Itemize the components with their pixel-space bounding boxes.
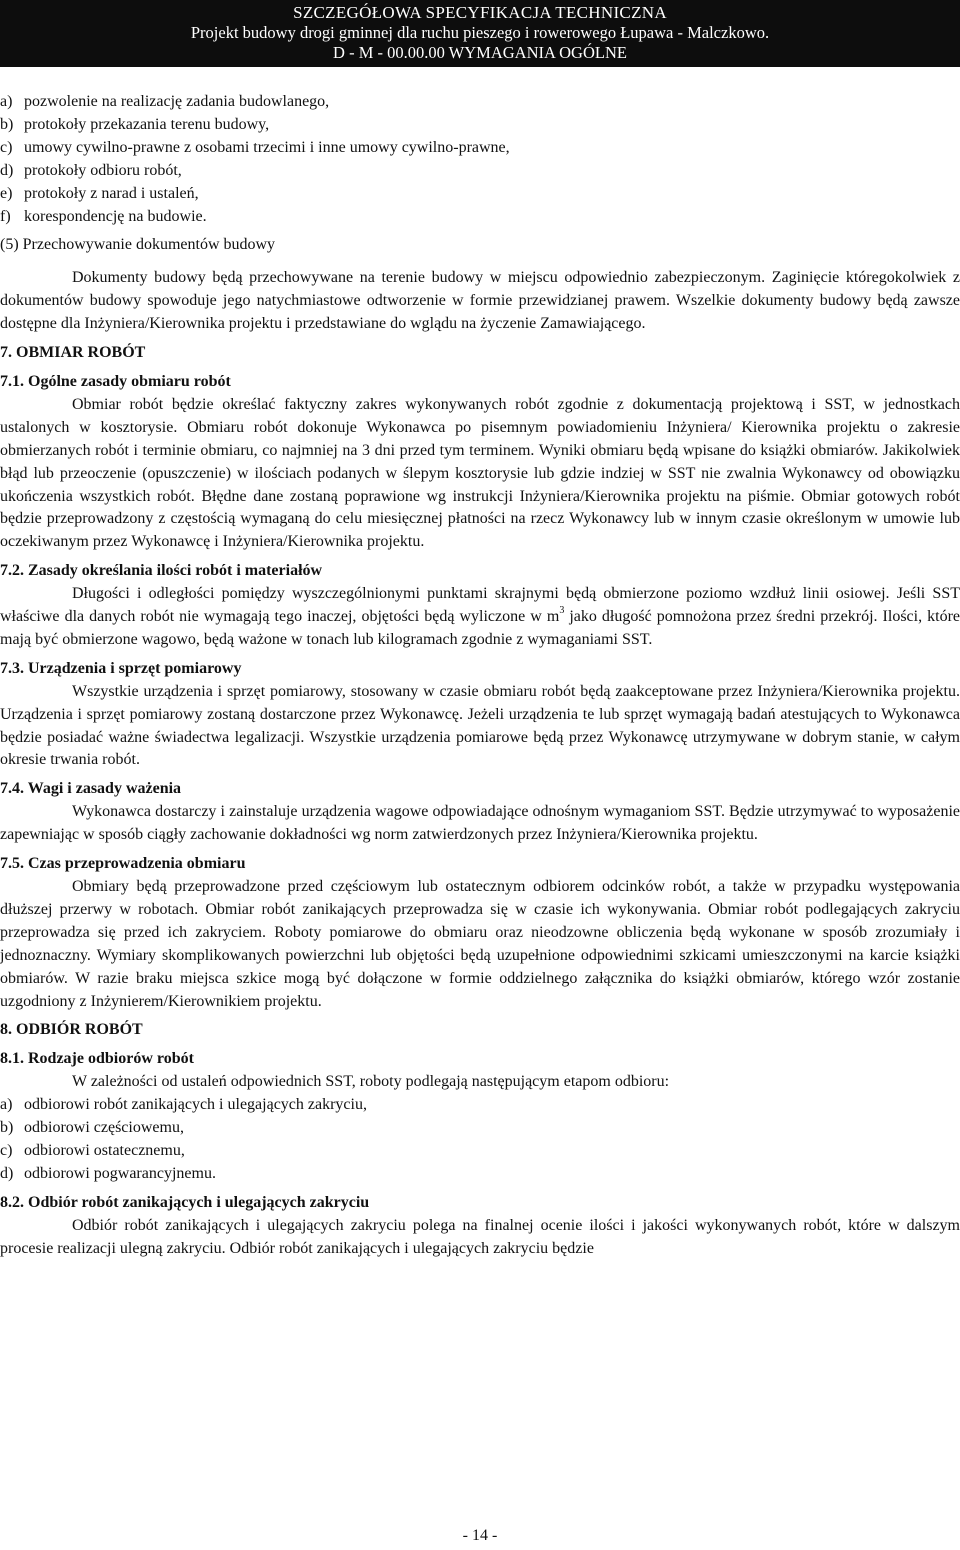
list-item: b) protokoły przekazania terenu budowy, [0,115,270,133]
list-item: d) odbiorowi pogwarancyjnemu. [0,1164,216,1182]
section-8-2-paragraph: Odbiór robót zanikających i ulegających zakryciu polega na finalnej ocenie ilości i jakości wykonywanych robót, które w dalszym procesie realizacji ulegną zakryciu. Odbiór robót zanikających i ulegających zakryciu będzie [0,1216,960,1257]
header-section-code: D - M - 00.00.00 WYMAGANIA OGÓLNE [333,43,627,62]
section-7-5-paragraph: Obmiary będą przeprowadzone przed częściowym lub ostatecznym odbiorem odcinków robót, a także w przypadku występowania dłuższej przerwy w robotach. Obmiar robót zanikających przeprowadza się w czasie ich wykonywania. Obmiar robót podlegających zakryciu przeprowadza się przed ich zakryciem. Roboty pomiarowe do obmiaru oraz nieodzowne obliczenia będą wykonane w sposób zrozumiały i jednoznaczny. Wymiary skomplikowanych powierzchni lub objętości będą uzupełnione odpowiednimi szkicami umieszczonymi na karcie książki obmiarów. W razie braku miejsca szkice mogą być dołączone w formie oddzielnego załącznika do książki obmiarów, którego wzór zostanie uzgodniony z Inżynierem/Kierownikiem projektu. [0,878,960,1010]
list-item: c) odbiorowi ostatecznemu, [0,1141,185,1159]
list-item: a) pozwolenie na realizację zadania budowlanego, [0,93,330,110]
section-8-1-heading: 8.1. Rodzaje odbiorów robót [0,1050,194,1068]
section-7-4-heading: 7.4. Wagi i zasady ważenia [0,780,182,798]
page-number: - 14 - [462,1527,498,1544]
section-7-1-heading: 7.1. Ogólne zasady obmiaru robót [0,372,231,390]
list-item: d) protokoły odbioru robót, [0,161,182,179]
section-7-heading: 7. OBMIAR ROBÓT [0,344,146,362]
section-7-5-heading: 7.5. Czas przeprowadzenia obmiaru [0,855,246,873]
list-item: c) umowy cywilno-prawne z osobami trzecimi i inne umowy cywilno-prawne, [0,138,510,156]
header-spec-title: SZCZEGÓŁOWA SPECYFIKACJA TECHNICZNA [293,3,667,22]
section-7-3-heading: 7.3. Urządzenia i sprzęt pomiarowy [0,659,242,677]
list-item: b) odbiorowi częściowemu, [0,1119,184,1137]
section-8-heading: 8. ODBIÓR ROBÓT [0,1021,143,1039]
section-7-2-paragraph: Długości i odległości pomiędzy wyszczególnionymi punktami skrajnymi będą obmierzone poziomo wzdłuż linii osiowej. Jeśli SST właściwe dla danych robót nie wymagają tego inaczej, objętości będą wyliczone w $m^3$ jako długość pomnożona przez średni przekrój. Ilości, które mają być obmierzone wagowo, będą ważone w tonach lub kilogramach zgodnie z wymaganiami SST. [0,585,960,648]
section-7-4-paragraph: Wykonawca dostarczy i zainstaluje urządzenia wagowe odpowiadające odnośnym wymaganiom SST. Będzie utrzymywać to wyposażenie zapewniając w sposób ciągły zachowanie dokładności wg norm zatwierdzonych przez Inżyniera/Kierownika projektu. [0,803,960,844]
section-5-paragraph: Dokumenty budowy będą przechowywane na terenie budowy w miejscu odpowiednio zabezpieczonym. Zaginięcie któregokolwiek z dokumentów budowy spowoduje jego natychmiastowe odtworzenie w formie przewidzianej prawem. Wszelkie dokumenty budowy będą zawsze dostępne dla Inżyniera/Kierownika projektu i przedstawiane do wglądu na życzenie Zamawiającego. [0,269,960,333]
document-body [0,91,960,1261]
list-item: a) odbiorowi robót zanikających i ulegających zakryciu, [0,1096,367,1114]
section-8-1-intro: W zależności od ustaleń odpowiednich SST, roboty podlegają następującym etapom odbioru: [72,1073,670,1091]
document-header [0,0,960,67]
list-item: e) protokoły z narad i ustaleń, [0,184,199,202]
documents-list [0,91,960,228]
list-item: f) korespondencję na budowie. [0,207,207,225]
section-5-heading: (5) Przechowywanie dokumentów budowy [0,236,276,254]
section-7-1-paragraph: Obmiar robót będzie określać faktyczny zakres wykonywanych robót zgodnie z dokumentacją projektową i SST, w jednostkach ustalonych w kosztorysie. Obmiaru robót dokonuje Wykonawca po pisemnym powiadomieniu Inżyniera/ Kierownika projektu o zakresie obmierzanych robót i terminie obmiaru, co najmniej na 3 dni przed tym terminem. Wyniki obmiaru będą wpisane do książki obmiarów. Jakikolwiek błąd lub przeoczenie (opuszczenie) w ilościach podanych w ślepym kosztorysie lub gdzie indziej w SST nie zwalnia Wykonawcy od obowiązku ukończenia wszystkich robót. Błędne dane zostaną poprawione wg instrukcji Inżyniera/Kierownika projektu na piśmie. Obmiar gotowych robót będzie przeprowadzony z częstością wymaganą do celu miesięcznej płatności na rzecz Wykonawcy lub w innym czasie określonym w umowie lub oczekiwanym przez Wykonawcę i Inżyniera/Kierownika projektu. [0,395,960,551]
section-8-2-heading: 8.2. Odbiór robót zanikających i ulegających zakryciu [0,1193,370,1211]
acceptance-types-list [0,1094,960,1186]
header-project-name: Projekt budowy drogi gminnej dla ruchu pieszego i rowerowego Łupawa - Malczkowo. [190,23,770,42]
cubic-superscript: 3 [559,605,565,617]
section-7-2-heading: 7.2. Zasady określania ilości robót i materiałów [0,562,323,580]
section-7-3-paragraph: Wszystkie urządzenia i sprzęt pomiarowy, stosowany w czasie obmiaru robót będą zaakceptowane przez Inżyniera/Kierownika projektu. Urządzenia i sprzęt pomiarowy zostaną dostarczone przez Wykonawcę. Jeżeli urządzenia te lub sprzęt wymagają badań atestujących to Wykonawca będzie posiadać ważne świadectwa legalizacji. Wszystkie urządzenia pomiarowe będą przez Wykonawcę utrzymywane w dobrym stanie, w całym okresie trwania robót. [0,682,960,769]
